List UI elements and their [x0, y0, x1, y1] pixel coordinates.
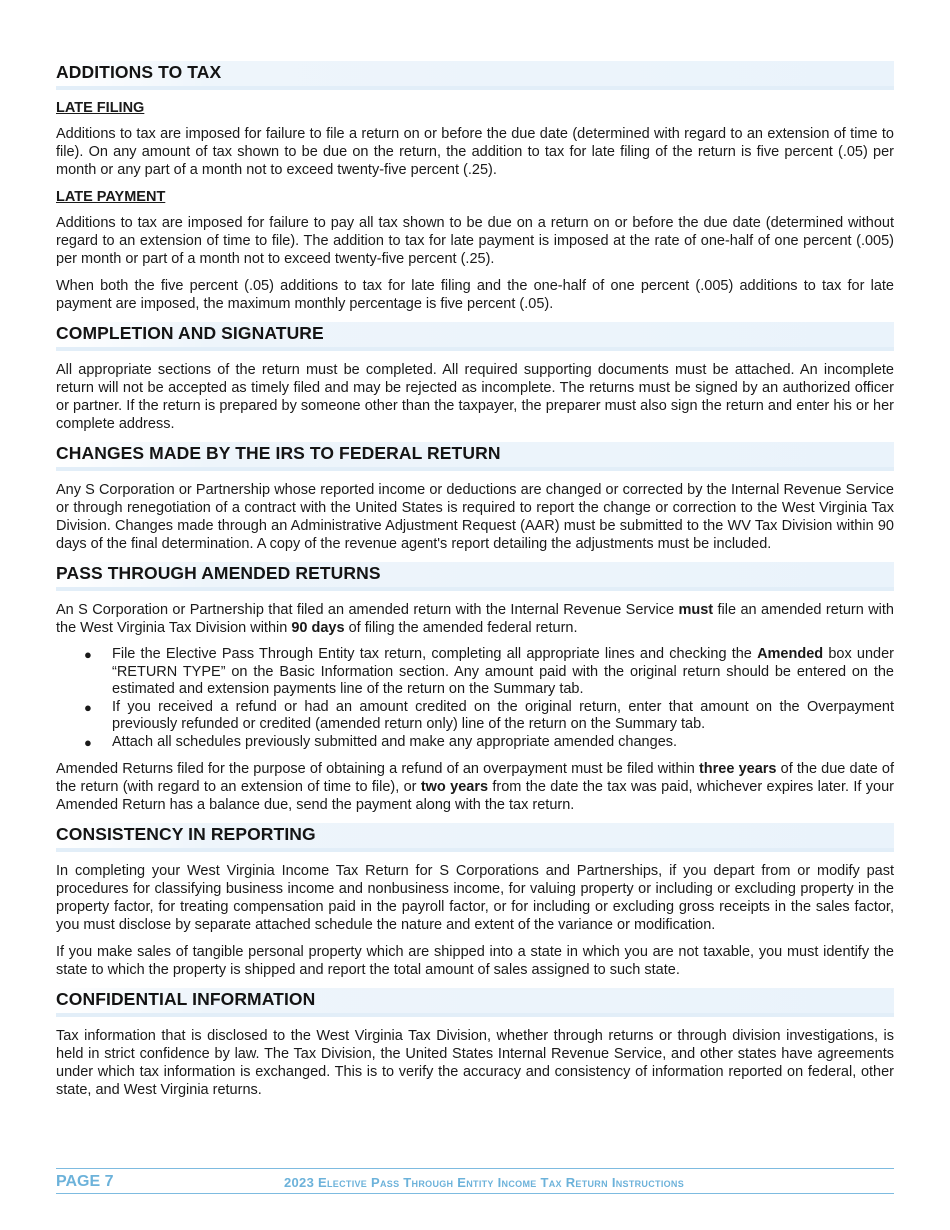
bullet-2-text: If you received a refund or had an amount credited on the original return, enter that amount on the Overpayment previously refunded or credited (amended return only) line of the return on the Summary tab.	[112, 698, 894, 732]
amended-intro-part-3: of filing the amended federal return.	[344, 620, 578, 636]
heading-irs-changes: CHANGES MADE BY THE IRS TO FEDERAL RETURN	[56, 442, 894, 471]
paragraph-confidential: Tax information that is disclosed to the West Virginia Tax Division, whether through returns or through division investigations, is held in strict confidence by law. The Tax Division, the United States Internal Revenue Service, and other states have agreements under which tax information is exchanged. This is to verify the accuracy and consistency of information reported on federal, other state, and West Virginia returns.	[56, 1028, 894, 1098]
paragraph-amended-intro	[56, 601, 894, 637]
amended-intro-part-1: An S Corporation or Partnership that filed an amended return with the Internal Revenue Service	[56, 602, 679, 618]
refund-part-1: Amended Returns filed for the purpose of obtaining a refund of an overpayment must be filed within	[56, 761, 699, 777]
bullet-1-amended: Amended	[757, 646, 824, 662]
bullet-icon: ●	[84, 647, 92, 662]
bullet-3-text: Attach all schedules previously submitted and make any appropriate amended changes.	[112, 733, 678, 750]
refund-two-years: two years	[420, 779, 489, 795]
subheading-late-payment: LATE PAYMENT	[56, 189, 166, 205]
bullet-1-part-b: box under “RETURN TYPE” on the Basic Information section. Any amount paid with the original return should be entered on the estimated and extension payments line of the return on the Summary tab.	[112, 646, 894, 697]
amended-bullet-item	[56, 734, 894, 752]
paragraph-late-payment: Additions to tax are imposed for failure to pay all tax shown to be due on a return on or before the due date (determined without regard to an extension of time to file). The addition to tax for late payment is imposed at the rate of one-half of one percent (.005) per month or part of a month not to exceed twenty-five percent (.25).	[56, 215, 894, 267]
refund-part-3: from the date the tax was paid, whichever expires later. If your Amended Return has a balance due, send the payment along with the tax return.	[56, 779, 894, 813]
page-content	[56, 61, 894, 1108]
amended-intro-days: 90 days	[291, 620, 345, 636]
bullet-1-part-a: File the Elective Pass Through Entity tax return, completing all appropriate lines and checking the	[112, 646, 758, 662]
paragraph-combined-additions: When both the five percent (.05) additions to tax for late filing and the one-half of one percent (.005) additions to tax for late payment are imposed, the maximum monthly percentage is five percent (.05).	[56, 278, 894, 312]
paragraph-consistency-2: If you make sales of tangible personal property which are shipped into a state in which you are not taxable, you must identify the state to which the property is shipped and report the total amount of sales assigned to such state.	[56, 944, 894, 978]
footer-page-number: PAGE 7	[56, 1173, 114, 1190]
bullet-icon: ●	[84, 734, 92, 750]
heading-consistency: CONSISTENCY IN REPORTING	[56, 823, 894, 852]
bullet-icon: ●	[84, 699, 92, 715]
paragraph-amended-refund	[56, 760, 894, 814]
heading-additions-to-tax: ADDITIONS TO TAX	[56, 61, 894, 90]
subheading-late-filing: LATE FILING	[56, 100, 145, 116]
heading-amended-returns: PASS THROUGH AMENDED RETURNS	[56, 562, 894, 591]
amended-intro-part-2: file an amended return with the West Virginia Tax Division within	[56, 602, 894, 636]
paragraph-late-filing: Additions to tax are imposed for failure to file a return on or before the due date (determined with regard to an extension of time to file). On any amount of tax shown to be due on the return, the addition to tax for late filing of the return is five percent (.05) per month or any part of a month not to exceed twenty-five percent (.25).	[56, 126, 894, 178]
footer-document-title: 2023 Elective Pass Through Entity Income Tax Return Instructions	[284, 1175, 685, 1190]
heading-confidential: CONFIDENTIAL INFORMATION	[56, 988, 894, 1017]
paragraph-completion-signature: All appropriate sections of the return must be completed. All required supporting documents must be attached. An incomplete return will not be accepted as timely filed and may be rejected as incomplete. The returns must be signed by an authorized officer or partner. If the return is prepared by someone other than the taxpayer, the preparer must also sign the return and enter his or her complete address.	[56, 362, 894, 432]
page-footer	[56, 1168, 894, 1194]
amended-bullet-item	[56, 699, 894, 734]
refund-part-2: of the due date of the return (with regard to an extension of time to file), or	[56, 761, 894, 795]
amended-intro-must: must	[678, 602, 714, 618]
amended-bullet-item	[56, 646, 894, 699]
paragraph-consistency-1: In completing your West Virginia Income Tax Return for S Corporations and Partnerships, if you depart from or modify past procedures for classifying business income and nonbusiness income, for valuing property or including or excluding property in the property factor, for treating compensation paid in the payroll factor, or for including or excluding gross receipts in the sales factor, you must disclose by separate attached schedule the nature and extent of the variance or modification.	[56, 863, 894, 933]
heading-completion-signature: COMPLETION AND SIGNATURE	[56, 322, 894, 351]
paragraph-irs-changes: Any S Corporation or Partnership whose reported income or deductions are changed or corrected by the Internal Revenue Service or through renegotiation of a contract with the United States is required to report the change or correction to the West Virginia Tax Division. Changes made through an Administrative Adjustment Request (AAR) must be submitted to the WV Tax Division within 90 days of the final determination. A copy of the revenue agent's report detailing the adjustments must be included.	[56, 482, 894, 552]
refund-three-years: three years	[698, 761, 777, 777]
amended-bullet-list	[56, 646, 894, 751]
